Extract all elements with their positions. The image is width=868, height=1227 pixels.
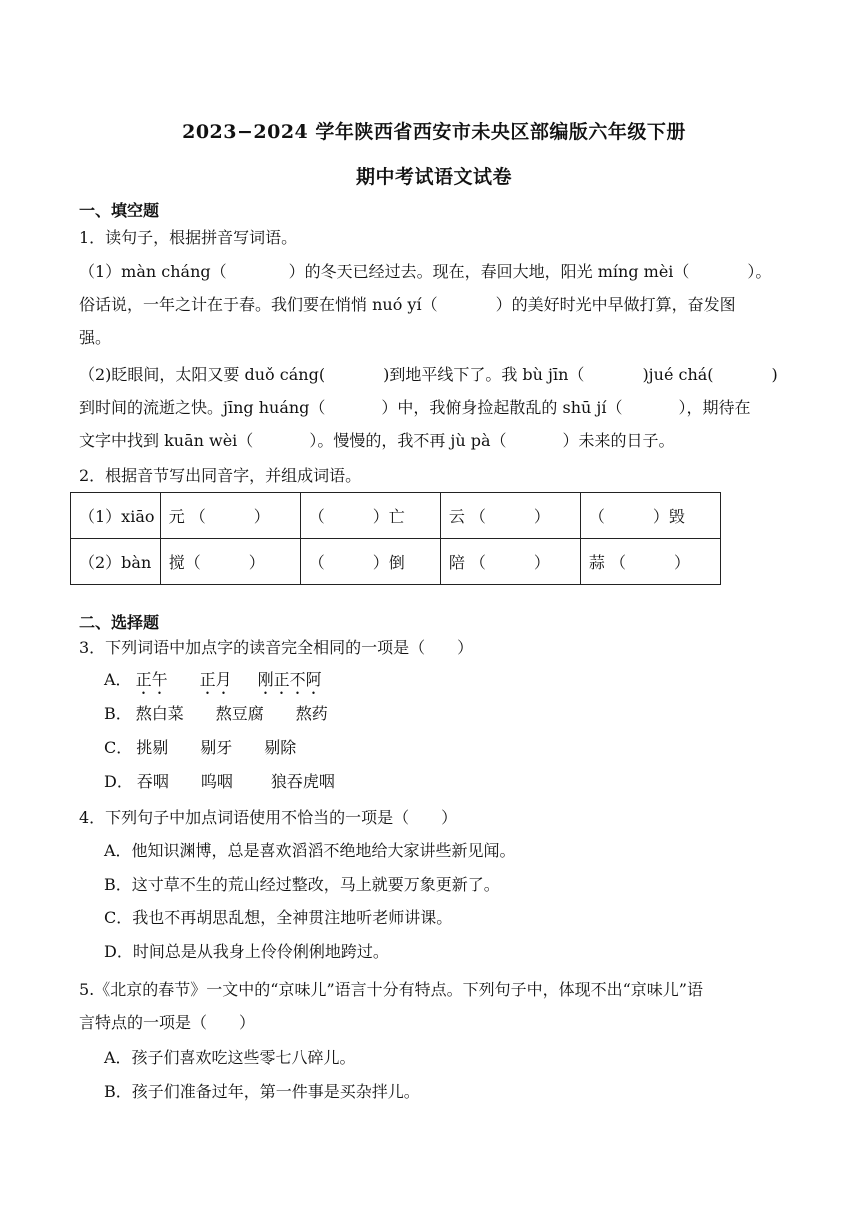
q1-p2-l2-c: ），期待在 <box>678 398 751 417</box>
q1-p1-line1 <box>79 262 771 282</box>
q4-option-b: B．这寸草不生的荒山经过整改，马上就要万象更新了。 <box>104 875 500 894</box>
q3-option-c <box>104 738 296 758</box>
option-word: 熬药 <box>295 704 328 723</box>
q3-stem: 3．下列词语中加点字的读音完全相同的一项是（ ） <box>79 638 474 657</box>
option-word: 挑剔 <box>136 738 169 757</box>
table-cell: 陪 （ ） <box>440 539 580 585</box>
q1-p2-l3-c: ）未来的日子。 <box>562 431 675 450</box>
q1-p2-l1-c: )jué chá( <box>642 365 714 384</box>
q5-option-a: A．孩子们喜欢吃这些零七八碎儿。 <box>104 1048 356 1067</box>
q3-option-d <box>104 772 335 792</box>
table-row <box>71 493 721 539</box>
option-letter: C． <box>104 738 133 757</box>
q4-option-a: A．他知识渊博，总是喜欢滔滔不绝地给大家讲些新见闻。 <box>104 841 516 860</box>
homophone-table <box>70 492 721 585</box>
q1-p1-l2-a: 俗话说，一年之计在于春。我们要在悄悄 nuó yí（ <box>79 295 438 314</box>
doc-title-line1: 2023−2024 学年陕西省西安市未央区部编版六年级下册 <box>182 121 686 143</box>
q1-p1-l1-b: ）的冬天已经过去。现在，春回大地，阳光 míng mèi（ <box>288 262 690 281</box>
table-cell: （2）bàn <box>71 539 161 585</box>
table-cell: 蒜 （ ） <box>580 539 720 585</box>
q1-p2-l2-b: ）中，我俯身捡起散乱的 shū jí（ <box>381 398 623 417</box>
q4-option-c: C．我也不再胡思乱想，全神贯注地听老师讲课。 <box>104 908 453 927</box>
table-row <box>71 539 721 585</box>
table-cell: （1）xiāo <box>71 493 161 539</box>
option-word: 剔牙 <box>200 738 233 757</box>
table-cell: 云 （ ） <box>440 493 580 539</box>
table-cell: （ ）亡 <box>300 493 440 539</box>
table-cell: （ ）倒 <box>300 539 440 585</box>
q4-option-d: D．时间总是从我身上伶伶俐俐地跨过。 <box>104 942 389 961</box>
option-word: 熬白菜 <box>135 704 184 723</box>
q1-p1-line3: 强。 <box>79 328 112 347</box>
q3-option-a <box>104 670 322 698</box>
table-cell: （ ）毁 <box>580 493 720 539</box>
q5-stem-line2: 言特点的一项是（ ） <box>79 1013 256 1032</box>
option-word: 剔除 <box>264 738 297 757</box>
q1-p1-line2 <box>79 295 736 315</box>
q1-stem: 1．读句子，根据拼音写词语。 <box>79 228 298 247</box>
q1-p1-l2-b: ）的美好时光中早做打算，奋发图 <box>495 295 736 314</box>
q1-p2-line1 <box>79 365 778 385</box>
option-letter: A． <box>104 670 132 689</box>
option-word: 正月 <box>199 670 232 689</box>
option-word: 吞咽 <box>136 772 169 791</box>
q1-p2-l1-b: )到地平线下了。我 bù jīn（ <box>383 365 585 384</box>
option-word: 熬豆腐 <box>215 704 264 723</box>
option-word: 狼吞虎咽 <box>270 772 335 791</box>
q1-p2-l3-b: ）。慢慢的，我不再 jù pà（ <box>309 431 507 450</box>
option-word: 刚正不阿 <box>257 670 322 689</box>
option-letter: B． <box>104 704 132 723</box>
q1-p2-line3 <box>79 431 675 451</box>
q1-p2-l2-a: 到时间的流逝之快。jīng huáng（ <box>79 398 326 417</box>
q2-stem: 2．根据音节写出同音字，并组成词语。 <box>79 466 362 485</box>
table-cell: 元 （ ） <box>160 493 300 539</box>
q1-p2-line2 <box>79 398 751 418</box>
doc-title-line2: 期中考试语文试卷 <box>355 166 512 188</box>
option-word: 正午 <box>135 670 168 689</box>
q1-p1-l1-a: （1）màn cháng（ <box>79 262 227 281</box>
q1-p2-l3-a: 文字中找到 kuān wèi（ <box>79 431 254 450</box>
q5-stem-line1: 5.《北京的春节》一文中的“京味儿”语言十分有特点。下列句子中，体现不出“京味儿”语 <box>79 980 703 999</box>
section1-heading: 一、填空题 <box>79 201 160 220</box>
q1-p1-l1-c: ）。 <box>747 262 772 281</box>
q1-p2-l1-d: ) <box>771 365 778 384</box>
q1-p2-l1-a: （2)眨眼间，太阳又要 duǒ cáng( <box>79 365 326 384</box>
q5-option-b: B．孩子们准备过年，第一件事是买杂拌儿。 <box>104 1082 420 1101</box>
table-cell: 搅（ ） <box>160 539 300 585</box>
option-word: 呜咽 <box>200 772 233 791</box>
section2-heading: 二、选择题 <box>79 613 160 632</box>
option-letter: D． <box>104 772 133 791</box>
q4-stem: 4．下列句子中加点词语使用不恰当的一项是（ ） <box>79 808 458 827</box>
q3-option-b <box>104 704 328 724</box>
